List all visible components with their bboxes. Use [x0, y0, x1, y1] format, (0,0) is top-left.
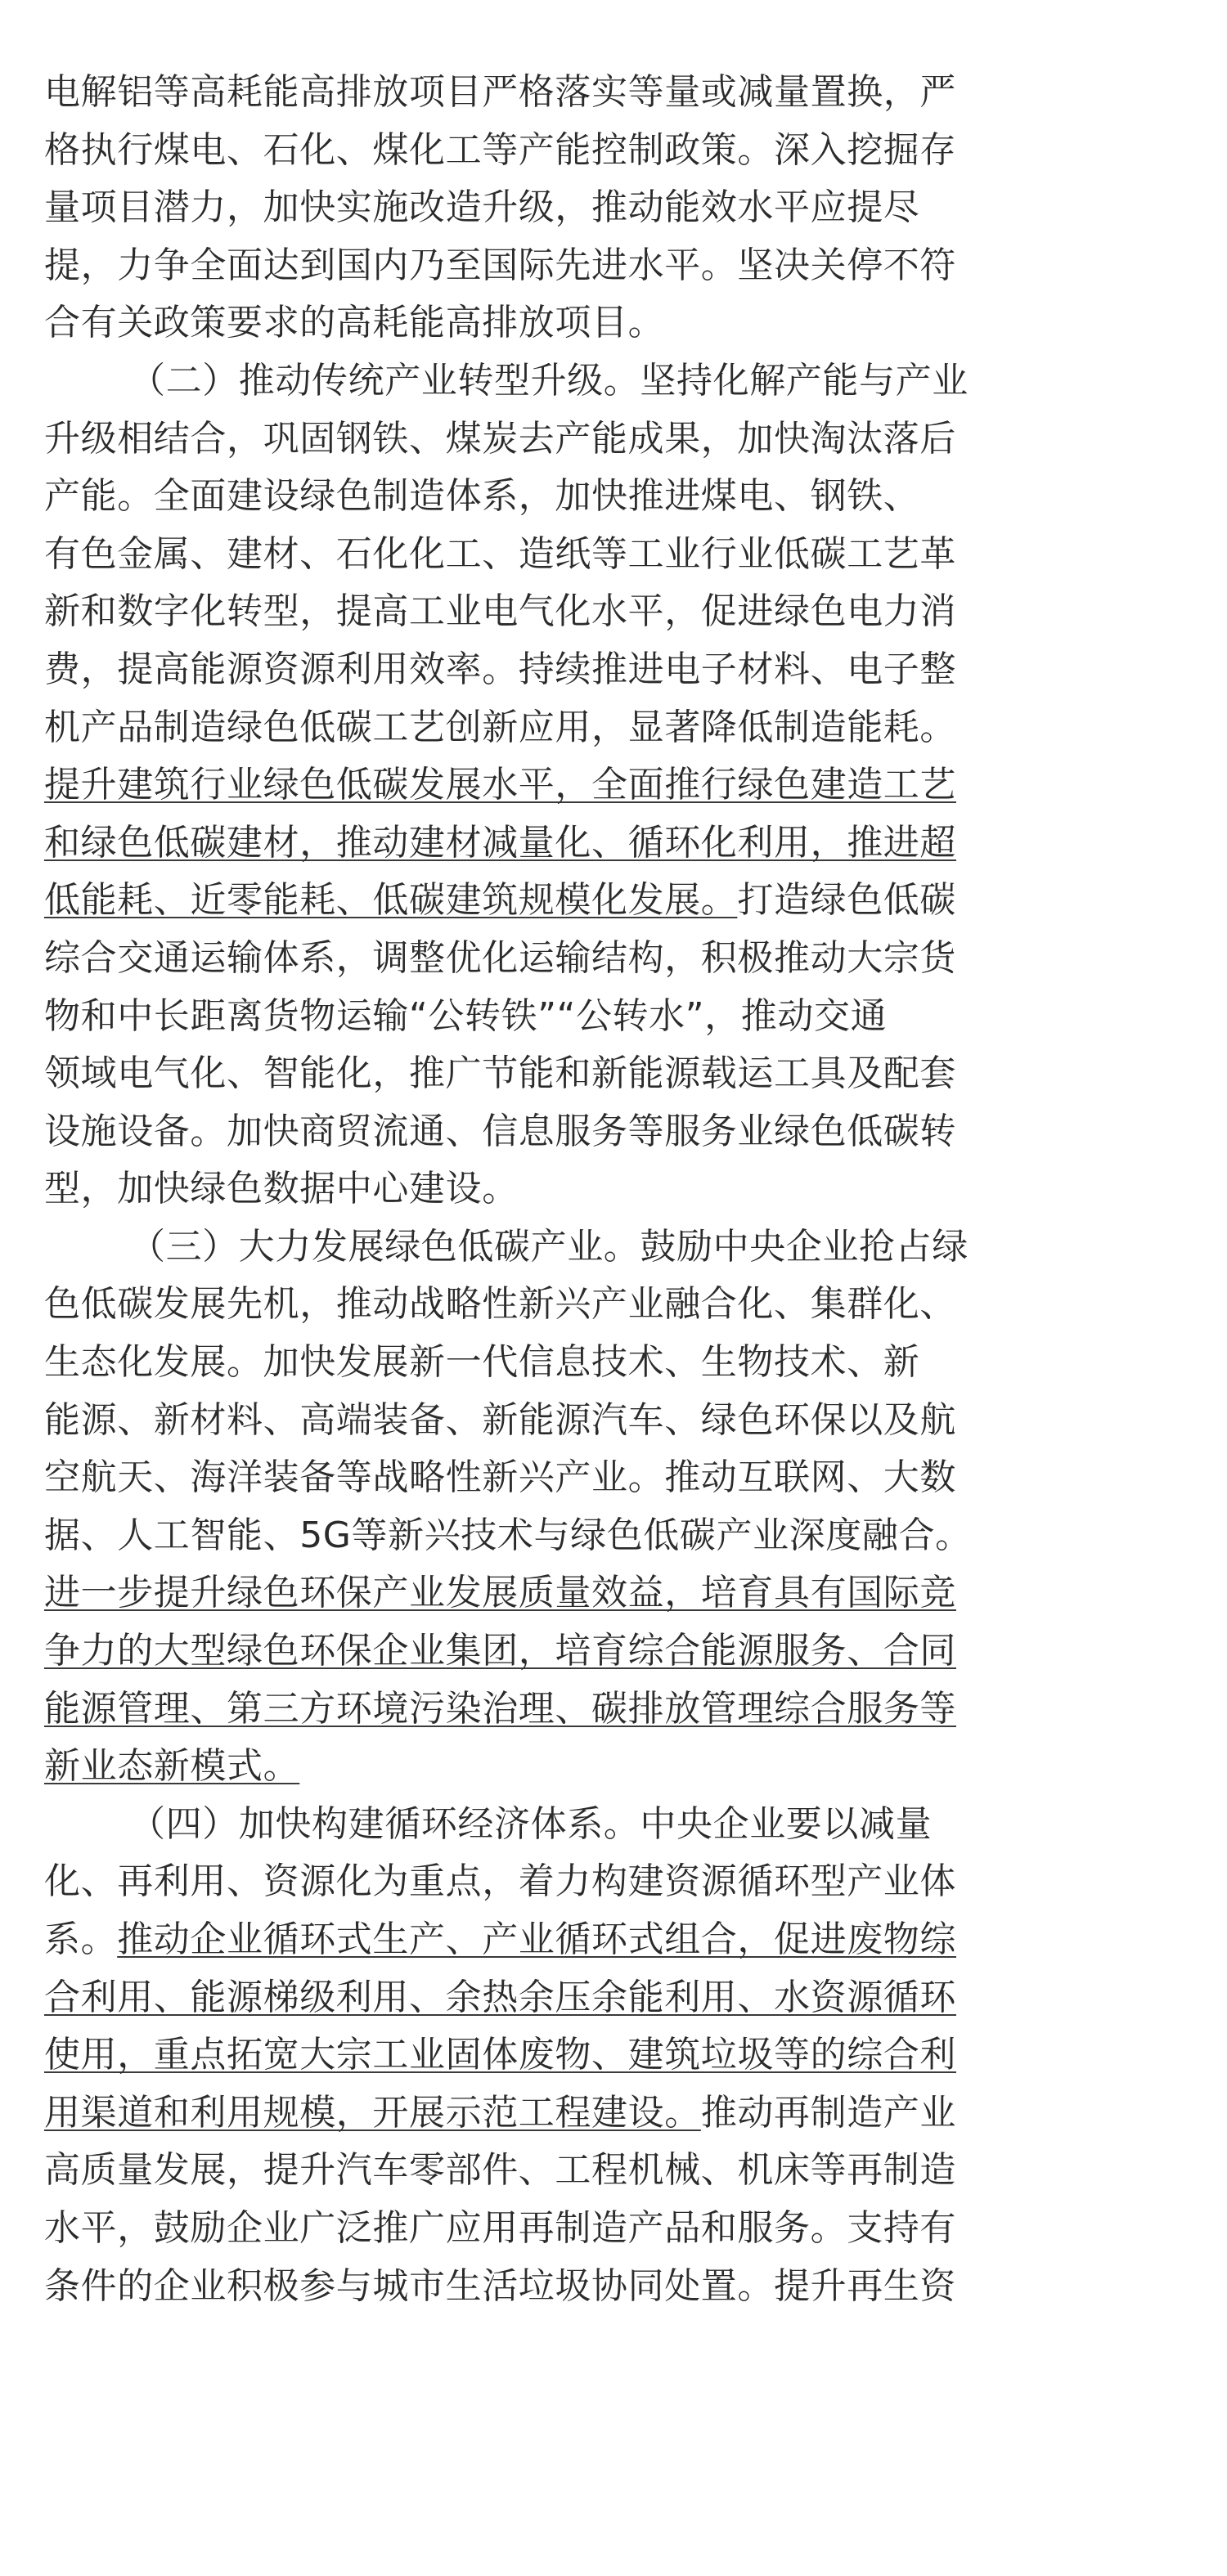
- underlined-text: 和绿色低碳建材，推动建材减量化、循环化利用，推进超: [44, 821, 956, 864]
- text-line: [44, 64, 1019, 122]
- body-text: （三）大力发展绿色低碳产业。鼓励中央企业抢占绿: [129, 1225, 969, 1268]
- text-line: [44, 699, 1019, 757]
- body-text: 机产品制造绿色低碳工艺创新应用，显著降低制造能耗。: [44, 706, 956, 748]
- body-text: 量项目潜力，加快实施改造升级，推动能效水平应提尽: [44, 186, 920, 229]
- body-text: 高质量发展，提升汽车零部件、工程机械、机床等再制造: [44, 2149, 956, 2192]
- underlined-text: 争力的大型绿色环保企业集团，培育综合能源服务、合同: [44, 1630, 956, 1672]
- body-text: 条件的企业积极参与城市生活垃圾协同处置。提升再生资: [44, 2264, 956, 2307]
- text-line: [44, 237, 1019, 295]
- text-line: [44, 1564, 1019, 1622]
- body-text: 生态化发展。加快发展新一代信息技术、生物技术、新: [44, 1341, 920, 1384]
- body-text: 电解铝等高耗能高排放项目严格落实等量或减量置换，严: [44, 71, 956, 113]
- underlined-text: 进一步提升绿色环保产业发展质量效益，培育具有国际竞: [44, 1572, 956, 1614]
- paragraph-first-line: [44, 1796, 1019, 1854]
- text-line: [44, 1681, 1019, 1739]
- text-line: [44, 526, 1019, 584]
- underlined-text: 合利用、能源梯级利用、余热余压余能利用、水资源循环: [44, 1976, 956, 2018]
- body-text: 格执行煤电、石化、煤化工等产能控制政策。深入挖掘存: [44, 128, 956, 171]
- text-line: [44, 641, 1019, 699]
- body-text: 产能。全面建设绿色制造体系，加快推进煤电、钢铁、: [44, 475, 920, 518]
- body-text: 推动再制造产业: [700, 2091, 957, 2134]
- text-line: [44, 1507, 1019, 1565]
- text-line: [44, 468, 1019, 526]
- body-text: 能源、新材料、高端装备、新能源汽车、绿色环保以及航: [44, 1398, 956, 1441]
- text-line: [44, 872, 1019, 930]
- body-text: 系。: [44, 1919, 118, 1960]
- body-text: 综合交通运输体系，调整优化运输结构，积极推动大宗货: [44, 936, 956, 979]
- body-text: 化、再利用、资源化为重点，着力构建资源循环型产业体: [44, 1860, 956, 1903]
- text-line: [44, 1392, 1019, 1450]
- text-line: [44, 1911, 1019, 1969]
- body-text: （二）推动传统产业转型升级。坚持化解产能与产业: [129, 359, 969, 402]
- text-line: [44, 2200, 1019, 2258]
- text-line: [44, 1276, 1019, 1334]
- text-line: [44, 1969, 1019, 2027]
- text-line: [44, 122, 1019, 180]
- text-line: [44, 1449, 1019, 1507]
- text-line: [44, 756, 1019, 815]
- body-text: 打造绿色低碳: [737, 879, 957, 922]
- body-text: 提，力争全面达到国内乃至国际先进水平。坚决关停不符: [44, 244, 956, 286]
- text-line: [44, 930, 1019, 988]
- text-line: [44, 294, 1019, 352]
- text-line: [44, 411, 1019, 469]
- body-text: 水平，鼓励企业广泛推广应用再制造产品和服务。支持有: [44, 2206, 956, 2249]
- body-text: 合有关政策要求的高耗能高排放项目。: [44, 302, 665, 344]
- text-line: [44, 2142, 1019, 2200]
- document-page: [44, 64, 1019, 2315]
- body-text: 费，提高能源资源利用效率。持续推进电子材料、电子整: [44, 648, 956, 690]
- body-text: 设施设备。加快商贸流通、信息服务等服务业绿色低碳转: [44, 1110, 956, 1152]
- text-line: [44, 179, 1019, 237]
- text-line: [44, 1738, 1019, 1796]
- text-line: [44, 1103, 1019, 1161]
- underlined-text: 新业态新模式。: [44, 1745, 300, 1788]
- underlined-text: 能源管理、第三方环境污染治理、碳排放管理综合服务等: [44, 1687, 956, 1730]
- paragraph-first-line: [44, 1218, 1019, 1277]
- body-text: 空航天、海洋装备等战略性新兴产业。推动互联网、大数: [44, 1456, 956, 1499]
- text-line: [44, 988, 1019, 1046]
- text-line: [44, 815, 1019, 873]
- underlined-text: 低能耗、近零能耗、低碳建筑规模化发展。: [44, 879, 738, 922]
- underlined-text: 推动企业循环式生产、产业循环式组合，促进废物综: [117, 1919, 957, 1960]
- body-text: 领域电气化、智能化，推广节能和新能源载运工具及配套: [44, 1052, 956, 1095]
- body-text: 据、人工智能、5G等新兴技术与绿色低碳产业深度融合。: [44, 1514, 972, 1556]
- body-text: （四）加快构建循环经济体系。中央企业要以减量: [129, 1802, 933, 1845]
- body-text: 升级相结合，巩固钢铁、煤炭去产能成果，加快淘汰落后: [44, 417, 956, 460]
- text-line: [44, 1045, 1019, 1103]
- body-text: 有色金属、建材、石化化工、造纸等工业行业低碳工艺革: [44, 532, 956, 575]
- underlined-text: 提升建筑行业绿色低碳发展水平，全面推行绿色建造工艺: [44, 764, 956, 806]
- body-text: 物和中长距离货物运输“公转铁”“公转水”，推动交通: [44, 994, 888, 1037]
- text-line: [44, 1334, 1019, 1392]
- text-line: [44, 583, 1019, 641]
- text-line: [44, 1160, 1019, 1218]
- text-line: [44, 2258, 1019, 2316]
- text-line: [44, 2026, 1019, 2085]
- text-line: [44, 1853, 1019, 1911]
- text-line: [44, 2085, 1019, 2143]
- body-text: 型，加快绿色数据中心建设。: [44, 1168, 519, 1210]
- paragraph-first-line: [44, 352, 1019, 411]
- text-line: [44, 1622, 1019, 1681]
- underlined-text: 使用，重点拓宽大宗工业固体废物、建筑垃圾等的综合利: [44, 2034, 956, 2076]
- body-text: 色低碳发展先机，推动战略性新兴产业融合化、集群化、: [44, 1283, 956, 1326]
- underlined-text: 用渠道和利用规模，开展示范工程建设。: [44, 2091, 701, 2134]
- body-text: 新和数字化转型，提高工业电气化水平，促进绿色电力消: [44, 590, 956, 633]
